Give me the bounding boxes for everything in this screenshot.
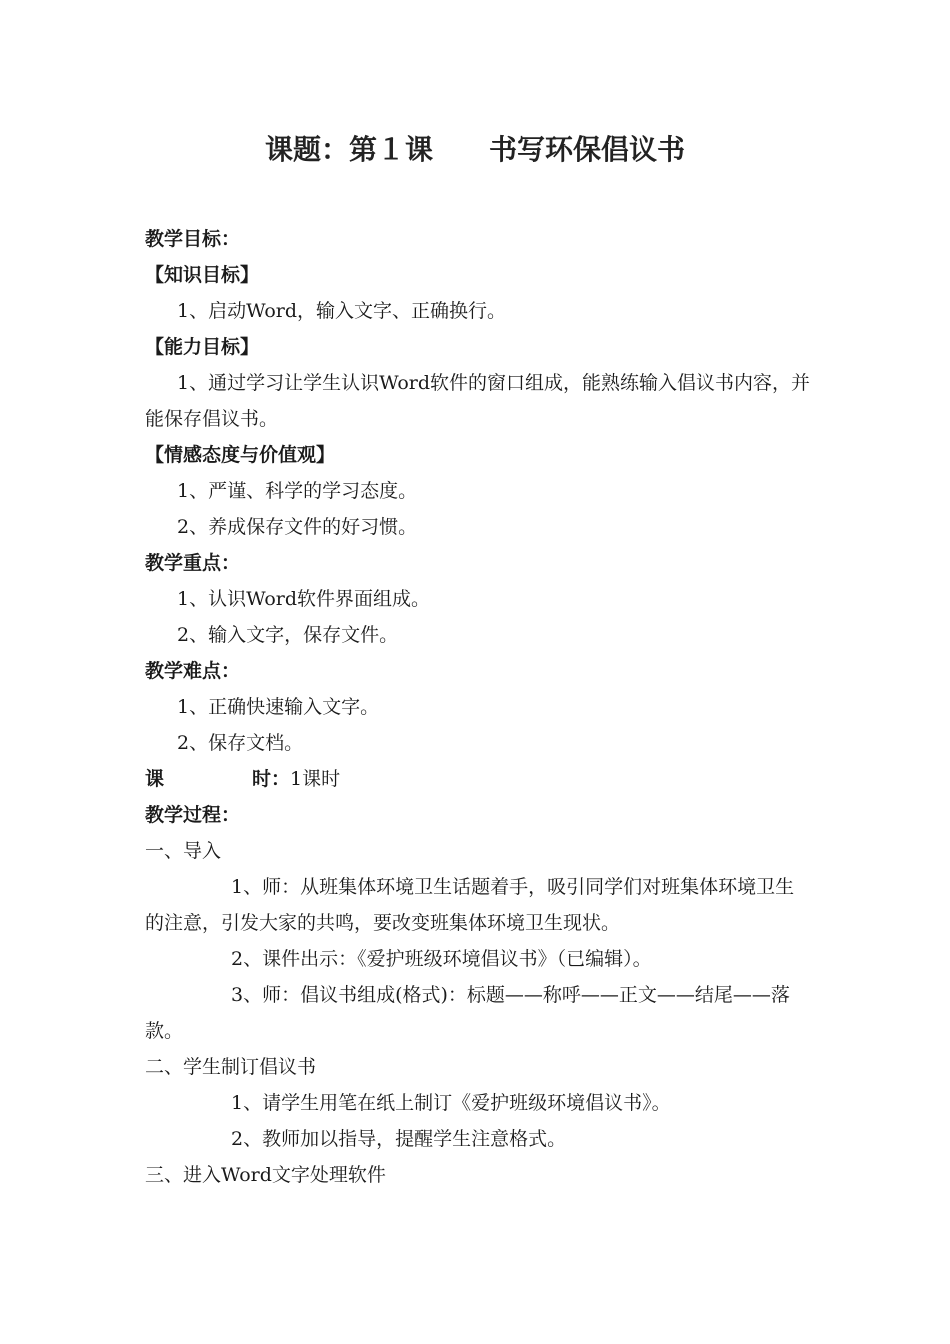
objectives-heading: 教学目标： (145, 228, 241, 250)
emotion-heading: 【情感态度与价值观】 (145, 444, 336, 466)
key-point-1: 1、认识Word软件界面组成。 (177, 588, 431, 610)
class-hours-value: 1课时 (290, 768, 341, 790)
part1-heading: 一、导入 (145, 840, 222, 862)
part1-item-3: 3、师：倡议书组成(格式)：标题——称呼——正文——结尾——落款。 (145, 984, 790, 1042)
emotion-item-1: 1、严谨、科学的学习态度。 (177, 480, 418, 502)
part2-item-1: 1、请学生用笔在纸上制订《爱护班级环境倡议书》。 (231, 1092, 671, 1114)
part2-item-2: 2、教师加以指导，提醒学生注意格式。 (231, 1128, 567, 1150)
part2-heading: 二、学生制订倡议书 (145, 1056, 317, 1078)
page-title: 课题：第１课 书写环保倡议书 (264, 133, 685, 166)
part1-item-2: 2、课件出示：《爱护班级环境倡议书》（已编辑）。 (231, 948, 652, 970)
key-point-2: 2、输入文字，保存文件。 (177, 624, 399, 646)
ability-item: 1、通过学习让学生认识Word软件的窗口组成，能熟练输入倡议书内容，并能保存倡议书。 (145, 372, 811, 430)
class-hours-label-2: 时： (252, 768, 291, 790)
process-heading: 教学过程： (145, 804, 241, 826)
class-hours-label-1: 课 (145, 768, 165, 790)
part1-item-1: 1、师：从班集体环境卫生话题着手，吸引同学们对班集体环境卫生的注意，引发大家的共鸣，要改变班集体环境卫生现状。 (145, 876, 795, 934)
ability-heading: 【能力目标】 (145, 336, 260, 358)
difficulty-1: 1、正确快速输入文字。 (177, 696, 380, 718)
knowledge-heading: 【知识目标】 (145, 264, 260, 286)
class-hours-row (145, 761, 810, 797)
emotion-item-2: 2、养成保存文件的好习惯。 (177, 516, 418, 538)
difficulty-heading: 教学难点： (145, 660, 241, 682)
part3-heading: 三、进入Word文字处理软件 (145, 1164, 386, 1186)
document-body (145, 221, 810, 1193)
key-points-heading: 教学重点： (145, 552, 241, 574)
difficulty-2: 2、保存文档。 (177, 732, 304, 754)
knowledge-item: 1、启动Word，输入文字、正确换行。 (177, 300, 507, 322)
